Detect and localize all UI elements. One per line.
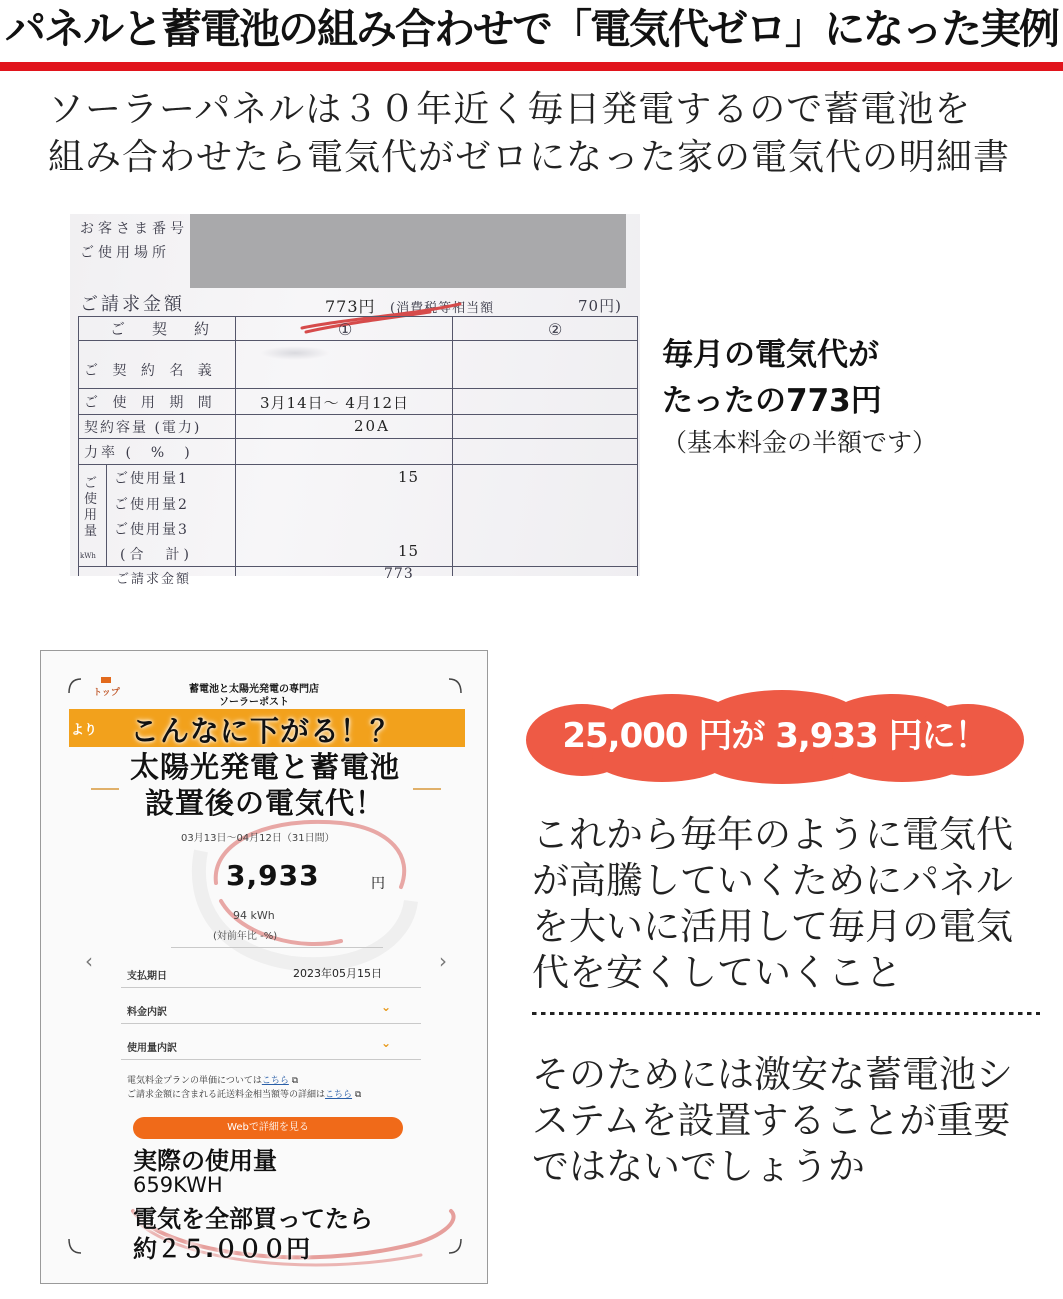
column-2-marker: ② [548, 320, 569, 339]
caption-line: たったの773円 [662, 383, 882, 419]
divider [121, 1023, 421, 1024]
yen-unit: 円 [371, 876, 385, 892]
app-title-line: 太陽光発電と蓄電池 [129, 750, 400, 784]
web-button-label: Webで詳細を見る [227, 1122, 309, 1133]
paragraph-line: 代を安くしていくこと [532, 951, 902, 994]
intro-text [48, 86, 1038, 182]
app-title-line: こんなに下がる！？ [129, 714, 400, 748]
usage-2-label: ご使用量2 [114, 497, 189, 513]
plan-note-link[interactable]: こちら [261, 1076, 289, 1086]
page-title: パネルと蓄電池の組み合わせで「電気代ゼロ」になった実例 [5, 5, 1058, 53]
billing-amount-value: 773円 [325, 297, 376, 316]
banner-text: より [71, 723, 98, 738]
power-factor-label: 力率 ( % ) [84, 445, 193, 461]
paragraph-line: が高騰していくためにパネル [532, 859, 1013, 902]
chevron-right-icon[interactable]: › [439, 949, 447, 973]
paragraph-line: ではないでしょうか [532, 1145, 865, 1188]
payment-date-value: 2023年05月15日 [293, 967, 382, 980]
caption-note: （基本料金の半額です） [662, 428, 938, 457]
shop-name-line: ソーラーポスト [219, 697, 289, 708]
app-title-line: 設置後の電気代！ [144, 786, 385, 820]
contract-header: ご 契 約 [110, 320, 216, 338]
top-nav-link[interactable]: トップ [93, 688, 120, 698]
badge-text: 25,000 円が 3,933 円に！ [562, 716, 988, 756]
tax-label: (消費税等相当額 [390, 301, 495, 316]
column-1-marker: ① [338, 320, 359, 339]
charge-note [127, 1087, 361, 1100]
electricity-bill-photo [70, 214, 640, 587]
usage-3-label: ご使用量3 [114, 522, 189, 538]
bottom-billing-value: 773 [384, 566, 414, 582]
chevron-down-icon[interactable]: ⌄ [381, 1036, 392, 1050]
savings-badge [522, 690, 1028, 786]
contract-capacity-label: 契約容量 (電力) [84, 420, 202, 436]
location-label: ご使用場所 [80, 245, 170, 261]
payment-date-label: 支払期日 [127, 971, 167, 982]
usage-period-value: 3月14日～ 4月12日 [260, 394, 410, 412]
bill-caption [662, 332, 1042, 462]
actual-usage-kwh: 659KWH [133, 1173, 223, 1197]
contract-capacity-value: 20A [354, 417, 390, 435]
chevron-down-icon[interactable]: ⌄ [381, 1000, 392, 1014]
usage-total-label: (合 計) [120, 547, 193, 563]
shop-name-line: 蓄電池と太陽光発電の専門店 [189, 684, 319, 695]
intro-line: ソーラーパネルは３０年近く毎日発電するので蓄電池を [48, 89, 972, 130]
dashed-divider [532, 1012, 1040, 1016]
paragraph-line: を大いに活用して毎月の電気 [532, 905, 1013, 948]
fee-breakdown-label: 料金内訳 [127, 1007, 167, 1018]
contract-name-label: ご 契 約 名 義 [84, 363, 217, 379]
buy-all-amount: 約２５.０００円 [133, 1235, 311, 1263]
divider [171, 947, 383, 948]
external-link-icon: ⧉ [291, 1076, 299, 1086]
kwh-usage: 94 kWh [233, 909, 275, 922]
bottom-billing-label: ご請求金額 [116, 572, 192, 587]
plan-note-text: 電気料金プランの単価については [127, 1076, 262, 1086]
billing-period: 03月13日～04月12日（31日間） [181, 833, 335, 844]
charge-note-text: ご請求金額に含まれる託送料金相当額等の詳細は [127, 1090, 326, 1100]
app-screenshot [40, 650, 488, 1284]
view-web-details-button[interactable] [133, 1117, 403, 1139]
usage-1-value: 15 [398, 468, 420, 486]
charge-note-link[interactable]: こちら [325, 1090, 353, 1100]
shop-name [189, 683, 319, 709]
plan-note [127, 1073, 298, 1086]
paragraph-line: ステムを設置することが重要 [532, 1099, 1011, 1142]
divider [121, 987, 421, 988]
usage-period-label: ご 使 用 期 間 [84, 395, 217, 411]
intro-line: 組み合わせたら電気代がゼロになった家の電気代の明細書 [48, 137, 1011, 178]
billing-amount: 3,933 [226, 859, 320, 892]
divider [121, 1059, 421, 1060]
usage-total-value: 15 [398, 542, 420, 560]
paragraph-line: そのためには激安な蓄電池シ [532, 1053, 1013, 1096]
paragraph-2 [532, 1052, 1032, 1190]
buy-all-text: 電気を全部買ってたら [133, 1205, 373, 1233]
chevron-left-icon[interactable]: ‹ [85, 949, 93, 973]
external-link-icon: ⧉ [354, 1090, 362, 1100]
title-underline [0, 62, 1063, 71]
usage-1-label: ご使用量1 [114, 471, 189, 487]
caption-line: 毎月の電気代が [662, 337, 879, 373]
blurred-name [260, 346, 330, 360]
actual-usage-label: 実際の使用量 [133, 1147, 277, 1175]
tax-value: 70円) [578, 297, 622, 315]
customer-number-label: お客さま番号 [80, 221, 188, 237]
usage-group-label: ご使用量 [84, 476, 98, 539]
usage-unit: kWh [80, 552, 96, 560]
paragraph-1 [532, 812, 1032, 996]
usage-breakdown-label: 使用量内訳 [127, 1043, 177, 1054]
billing-amount-label: ご請求金額 [80, 294, 185, 315]
paragraph-line: これから毎年のように電気代 [532, 813, 1013, 856]
year-over-year: (対前年比 -%) [213, 931, 278, 942]
